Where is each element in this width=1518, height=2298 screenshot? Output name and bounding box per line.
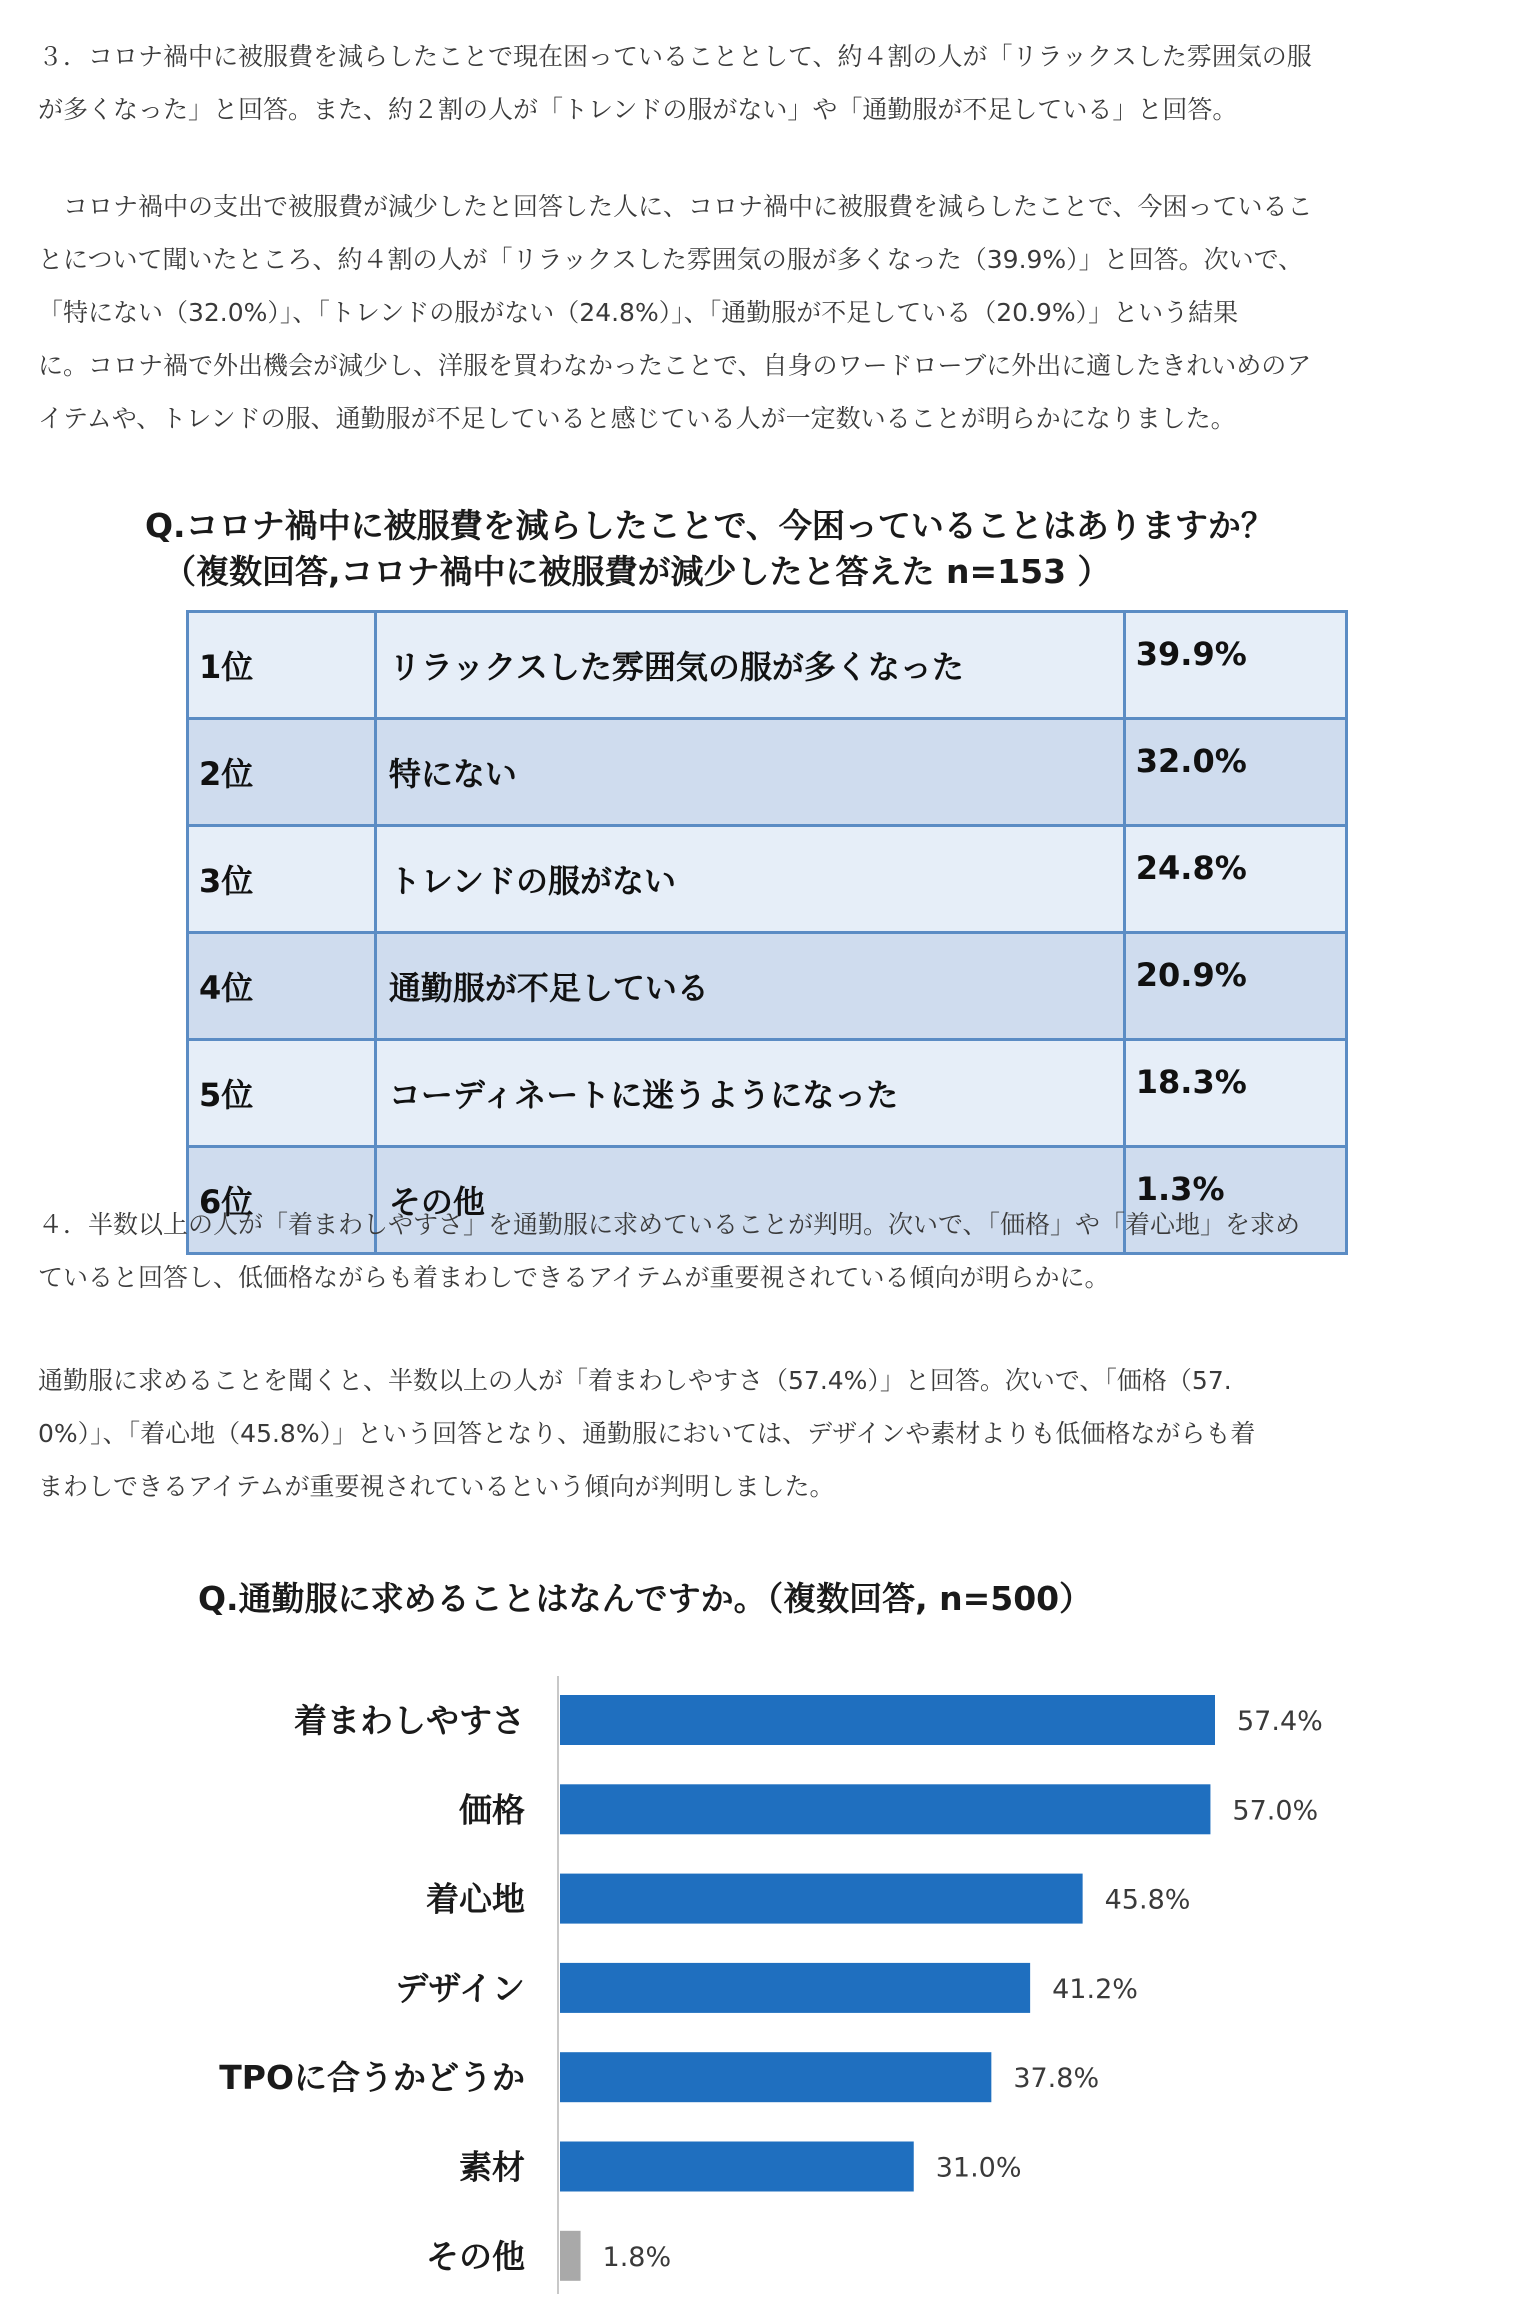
category-label: 価格	[459, 1790, 525, 1830]
rank-cell: 5位	[188, 1040, 376, 1147]
section4-body-line: 0%）」、「着心地（45.8%）」という回答となり、通勤服においては、デザインや素材よりも低価格ながらも着	[38, 1419, 1256, 1448]
table1-title-line2: （複数回答,コロナ禍中に被服費が減少したと答えた n=153 ）	[163, 552, 1111, 591]
section3-body-line: に。コロナ禍で外出機会が減少し、洋服を買わなかったことで、自身のワードローブに外出に適したきれいめのア	[38, 351, 1312, 380]
rank-cell: 2位	[188, 719, 376, 826]
section4-heading-line: ていると回答し、低価格ながらも着まわしできるアイテムが重要視されている傾向が明らかに。	[38, 1263, 1110, 1292]
category-label: TPOに合うかどうか	[219, 2058, 525, 2098]
percent-cell: 18.3%	[1124, 1040, 1346, 1147]
section4-body-line: まわしできるアイテムが重要視されているという傾向が判明しました。	[38, 1472, 835, 1501]
item-cell: トレンドの服がない	[375, 826, 1124, 933]
bar	[560, 2142, 914, 2192]
section4-body	[38, 1354, 1488, 1513]
category-label: その他	[426, 2236, 525, 2276]
section4-heading-line: ４．半数以上の人が「着まわしやすさ」を通勤服に求めていることが判明。次いで、「価格」や「着心地」を求め	[38, 1210, 1301, 1239]
section3-body-line: とについて聞いたところ、約４割の人が「リラックスした雰囲気の服が多くなった（39.9%）」と回答。次いで、	[38, 245, 1304, 274]
section3-body-line: 「特にない（32.0%）」、「トレンドの服がない（24.8%）」、「通勤服が不足している（20.9%）」という結果	[38, 298, 1239, 327]
commute-clothes-bar-chart	[0, 1650, 1518, 2298]
percent-cell: 1.3%	[1124, 1147, 1346, 1254]
rank-cell: 1位	[188, 612, 376, 719]
table1-title	[145, 503, 1274, 595]
section4-heading	[38, 1198, 1488, 1304]
value-label: 41.2%	[1052, 1973, 1138, 2005]
category-label: 着心地	[426, 1879, 525, 1919]
value-label: 1.8%	[602, 2241, 672, 2273]
item-cell: コーディネートに迷うようになった	[375, 1040, 1124, 1147]
item-cell: 通勤服が不足している	[375, 933, 1124, 1040]
item-cell: その他	[375, 1147, 1124, 1254]
table1-title-line1: Q.コロナ禍中に被服費を減らしたことで、今困っていることはありますか？	[145, 506, 1274, 545]
table-row	[188, 826, 1347, 933]
bar	[560, 1695, 1215, 1745]
section3-heading	[38, 30, 1488, 136]
value-label: 57.0%	[1232, 1795, 1319, 1827]
bar	[560, 2052, 991, 2102]
value-label: 37.8%	[1013, 2063, 1100, 2095]
rank-cell: 3位	[188, 826, 376, 933]
item-cell: 特にない	[375, 719, 1124, 826]
percent-cell: 24.8%	[1124, 826, 1346, 933]
table-row	[188, 612, 1347, 719]
percent-cell: 32.0%	[1124, 719, 1346, 826]
percent-cell: 39.9%	[1124, 612, 1346, 719]
section4-body-line: 通勤服に求めることを聞くと、半数以上の人が「着まわしやすさ（57.4%）」と回答。次いで、「価格（57.	[38, 1366, 1232, 1395]
value-label: 57.4%	[1237, 1706, 1323, 1737]
rank-cell: 4位	[188, 933, 376, 1040]
value-label: 45.8%	[1104, 1884, 1191, 1916]
category-label: 着まわしやすさ	[294, 1701, 525, 1740]
bar	[560, 1874, 1083, 1924]
rank-cell: 6位	[188, 1147, 376, 1254]
value-label: 31.0%	[935, 2152, 1022, 2184]
item-cell: リラックスした雰囲気の服が多くなった	[375, 612, 1124, 719]
section3-heading-line: ３．コロナ禍中に被服費を減らしたことで現在困っていることとして、約４割の人が「リラックスした雰囲気の服	[38, 42, 1312, 71]
bar	[560, 1963, 1030, 2013]
percent-cell: 20.9%	[1124, 933, 1346, 1040]
category-label: デザイン	[395, 1968, 525, 2008]
chart-title: Q.通勤服に求めることはなんですか。（複数回答, n=500）	[198, 1579, 1093, 1618]
section3-body-line: コロナ禍中の支出で被服費が減少したと回答した人に、コロナ禍中に被服費を減らしたことで、今困っているこ	[38, 192, 1313, 221]
table-row	[188, 933, 1347, 1040]
section3-body-line: イテムや、トレンドの服、通勤服が不足していると感じている人が一定数いることが明らかになりました。	[38, 404, 1236, 433]
ranking-table	[186, 610, 1348, 1255]
bar	[560, 1784, 1210, 1834]
bar	[560, 2231, 581, 2281]
table-row	[188, 719, 1347, 826]
section3-heading-line: が多くなった」と回答。また、約２割の人が「トレンドの服がない」や「通勤服が不足している」と回答。	[38, 95, 1238, 124]
section3-body	[38, 180, 1488, 445]
category-label: 素材	[459, 2147, 525, 2187]
table-row	[188, 1040, 1347, 1147]
